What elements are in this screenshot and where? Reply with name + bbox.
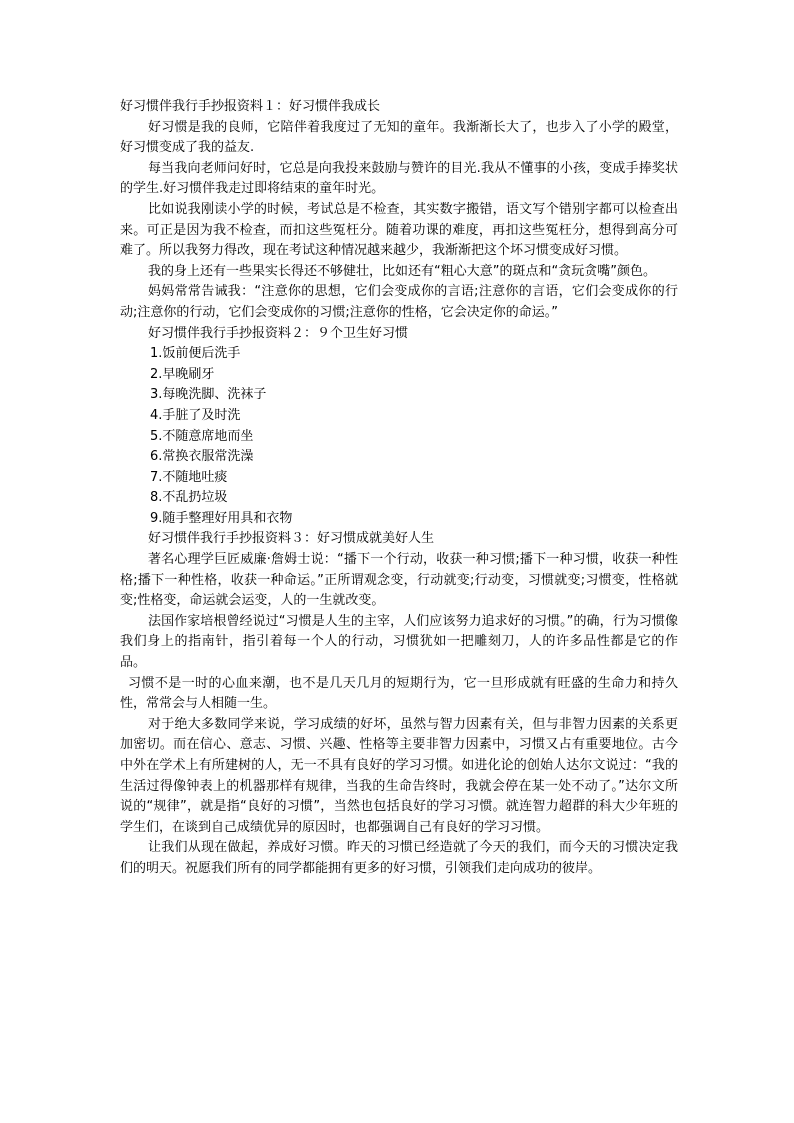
paragraph: 让我们从现在做起，养成好习惯。昨天的习惯已经造就了今天的我们，而今天的习惯决定我们的明天。祝愿我们所有的同学都能拥有更多的好习惯，引领我们走向成功的彼岸。 xyxy=(120,840,678,876)
list-item: 8.不乱扔垃圾 xyxy=(150,490,228,506)
list-item: 3.每晚洗脚、洗袜子 xyxy=(150,387,267,403)
list-item: 4.手脏了及时洗 xyxy=(150,407,241,423)
list-item: 1.饭前便后洗手 xyxy=(150,346,241,362)
paragraph: 我的身上还有一些果实长得还不够健壮，比如还有“粗心大意”的斑点和“贪玩贪嘴”颜色。 xyxy=(148,263,656,279)
paragraph: 对于绝大多数同学来说，学习成绩的好坏，虽然与智力因素有关，但与非智力因素的关系更加密切。而在信心、意志、习惯、兴趣、性格等主要非智力因素中，习惯又占有重要地位。古今中外在学术上有所建树的人，无一不具有良好的学习习惯。如进化论的创始人达尔文说过：“我的生活过得像钟表上的机器那样有规律，当我的生命告终时，我就会停在某一处不动了。”达尔文所说的“规律”，就是指“良好的习惯”，当然也包括良好的学习习惯。就连智力超群的科大少年班的学生们，在谈到自己成绩优异的原因时，也都强调自己有良好的学习习惯。 xyxy=(120,716,678,835)
section2-title: 好习惯伴我行手抄报资料２：９个卫生好习惯 xyxy=(148,325,409,341)
list-item: 9.随手整理好用具和衣物 xyxy=(150,510,293,526)
paragraph: 比如说我刚读小学的时候，考试总是不检查，其实数字搬错，语文写个错别字都可以检查出来。可正是因为我不检查，而扣这些冤枉分。随着功课的难度，再扣这些冤枉分，想得到高分可难了。所以我努力得改，现在考试这种情况越来越少，我渐渐把这个坏习惯变成好习惯。 xyxy=(120,201,678,259)
paragraph: 妈妈常常告诫我：“注意你的思想，它们会变成你的言语;注意你的言语，它们会变成你的行动;注意你的行动，它们会变成你的习惯;注意你的性格，它会决定你的命运。” xyxy=(120,284,678,320)
document-page xyxy=(120,97,678,880)
paragraph: 每当我向老师问好时，它总是向我投来鼓励与赞许的目光.我从不懂事的小孩，变成手捧奖状的学生.好习惯伴我走过即将结束的童年时光。 xyxy=(120,160,678,197)
list-item: 2.早晚刷牙 xyxy=(150,366,215,382)
section3-title: 好习惯伴我行手抄报资料３：好习惯成就美好人生 xyxy=(148,531,435,547)
paragraph: 好习惯是我的良师，它陪伴着我度过了无知的童年。我渐渐长大了，也步入了小学的殿堂，好习惯变成了我的益友. xyxy=(120,119,678,156)
section1-title: 好习惯伴我行手抄报资料１：好习惯伴我成长 xyxy=(120,99,381,114)
list-item: 5.不随意席地而坐 xyxy=(150,428,254,444)
paragraph: 习惯不是一时的心血来潮，也不是几天几月的短期行为，它一旦形成就有旺盛的生命力和持久性，常常会与人相随一生。 xyxy=(120,675,678,712)
paragraph: 著名心理学巨匠威廉·詹姆士说：“播下一个行动，收获一种习惯;播下一种习惯，收获一种性格;播下一种性格，收获一种命运。”正所谓观念变，行动就变;行动变，习惯就变;习惯变，性格就变;性格变，命运就会运变，人的一生就改变。 xyxy=(120,552,678,609)
list-item: 7.不随地吐痰 xyxy=(150,469,228,485)
list-item: 6.常换衣服常洗澡 xyxy=(150,449,254,465)
paragraph: 法国作家培根曾经说过“习惯是人生的主宰，人们应该努力追求好的习惯。”的确，行为习惯像我们身上的指南针，指引着每一个人的行动，习惯犹如一把雕刻刀，人的许多品性都是它的作品。 xyxy=(120,613,678,671)
